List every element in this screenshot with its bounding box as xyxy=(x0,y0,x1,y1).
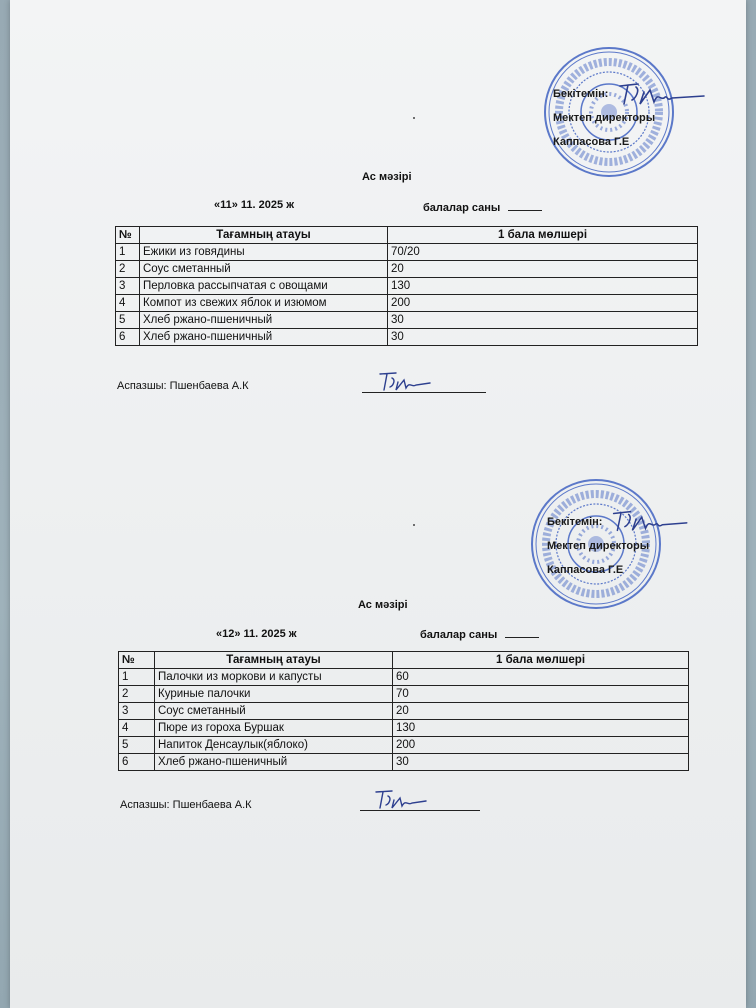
menu-block-1 xyxy=(0,0,756,440)
row-dish-name: Напиток Денсаулык(яблоко) xyxy=(155,737,393,754)
row-portion: 30 xyxy=(388,329,698,346)
table-row xyxy=(119,686,689,703)
row-number: 6 xyxy=(116,329,140,346)
row-number: 2 xyxy=(116,261,140,278)
row-dish-name: Компот из свежих яблок и изюмом xyxy=(140,295,388,312)
row-dish-name: Соус сметанный xyxy=(155,703,393,720)
row-dish-name: Хлеб ржано-пшеничный xyxy=(140,329,388,346)
approver-position: Мектеп директоры xyxy=(547,540,650,552)
row-number: 1 xyxy=(119,669,155,686)
mark-dot xyxy=(413,524,415,526)
table-row xyxy=(119,703,689,720)
table-row xyxy=(116,295,698,312)
cook-name: Аспазшы: Пшенбаева А.К xyxy=(117,380,249,392)
row-dish-name: Ежики из говядины xyxy=(140,244,388,261)
children-count xyxy=(420,628,539,641)
signature-icon xyxy=(614,78,710,110)
row-number: 5 xyxy=(119,737,155,754)
row-portion: 70/20 xyxy=(388,244,698,261)
row-portion: 30 xyxy=(393,754,689,771)
mark-dot xyxy=(413,117,415,119)
row-number: 3 xyxy=(116,278,140,295)
row-dish-name: Соус сметанный xyxy=(140,261,388,278)
header-number: № xyxy=(119,652,155,669)
menu-table xyxy=(115,226,698,346)
header-dish-name: Тағамның атауы xyxy=(140,227,388,244)
row-number: 1 xyxy=(116,244,140,261)
table-row xyxy=(116,278,698,295)
row-number: 4 xyxy=(119,720,155,737)
table-row xyxy=(119,669,689,686)
row-number: 4 xyxy=(116,295,140,312)
row-number: 5 xyxy=(116,312,140,329)
approver-position: Мектеп директоры xyxy=(553,112,656,124)
row-dish-name: Хлеб ржано-пшеничный xyxy=(140,312,388,329)
children-count-label: балалар саны xyxy=(423,202,501,214)
menu-table xyxy=(118,651,689,771)
row-portion: 20 xyxy=(388,261,698,278)
menu-date: «12» 11. 2025 ж xyxy=(216,628,297,640)
menu-block-2 xyxy=(0,430,756,870)
signature-icon xyxy=(372,788,428,812)
children-count xyxy=(423,201,542,214)
row-number: 6 xyxy=(119,754,155,771)
table-row xyxy=(119,754,689,771)
menu-title: Ас мәзірі xyxy=(358,599,408,611)
row-portion: 20 xyxy=(393,703,689,720)
row-dish-name: Пюре из гороха Буршак xyxy=(155,720,393,737)
approved-label: Бекітемін: xyxy=(553,88,609,100)
table-row xyxy=(116,261,698,278)
children-count-label: балалар саны xyxy=(420,629,498,641)
menu-date: «11» 11. 2025 ж xyxy=(214,199,294,211)
signature-icon xyxy=(376,370,432,394)
header-portion: 1 бала мөлшері xyxy=(393,652,689,669)
children-count-blank xyxy=(508,201,542,211)
approver-name: Каппасова Г.Е xyxy=(553,136,630,148)
row-dish-name: Хлеб ржано-пшеничный xyxy=(155,754,393,771)
row-portion: 30 xyxy=(388,312,698,329)
menu-title: Ас мәзірі xyxy=(362,171,412,183)
cook-name: Аспазшы: Пшенбаева А.К xyxy=(120,799,252,811)
signature-icon xyxy=(608,506,698,536)
approved-label: Бекітемін: xyxy=(547,516,603,528)
row-portion: 130 xyxy=(393,720,689,737)
children-count-blank xyxy=(505,628,539,638)
header-number: № xyxy=(116,227,140,244)
row-portion: 200 xyxy=(393,737,689,754)
table-header-row xyxy=(116,227,698,244)
row-dish-name: Палочки из моркови и капусты xyxy=(155,669,393,686)
header-dish-name: Тағамның атауы xyxy=(155,652,393,669)
row-dish-name: Перловка рассыпчатая с овощами xyxy=(140,278,388,295)
row-number: 2 xyxy=(119,686,155,703)
table-row xyxy=(119,720,689,737)
row-portion: 60 xyxy=(393,669,689,686)
row-portion: 70 xyxy=(393,686,689,703)
approver-name: Каппасова Г.Е xyxy=(547,564,624,576)
header-portion: 1 бала мөлшері xyxy=(388,227,698,244)
table-header-row xyxy=(119,652,689,669)
row-portion: 200 xyxy=(388,295,698,312)
table-row xyxy=(116,329,698,346)
row-number: 3 xyxy=(119,703,155,720)
table-row xyxy=(119,737,689,754)
table-row xyxy=(116,244,698,261)
row-dish-name: Куриные палочки xyxy=(155,686,393,703)
table-row xyxy=(116,312,698,329)
row-portion: 130 xyxy=(388,278,698,295)
